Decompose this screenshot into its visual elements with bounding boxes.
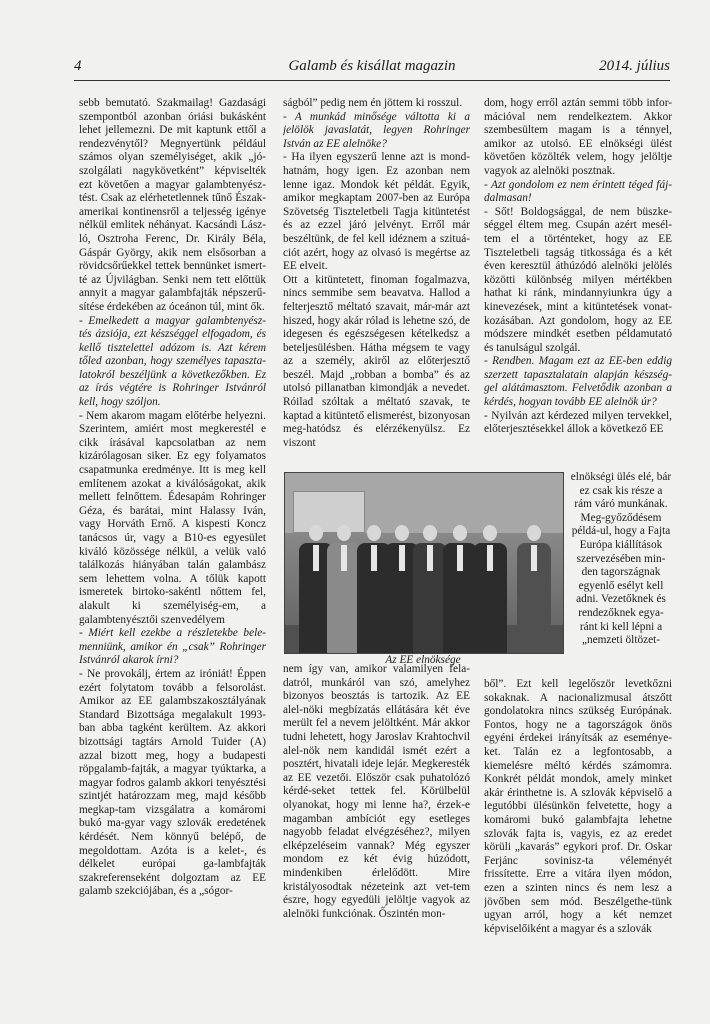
paragraph: sebb bemutató. Szakmailag! Gazdasági szempontból azonban óriási bukásként lehet jellemezni. De mit kaptunk ettől a rendezvénytől? Megnyertünk például számos olyan személyiséget, akik „jó-szolgálati nagykövetként” képviselték ezt követően a magyar galambtenyész-tést. Csak az elérhetetlennek tűnő Észak-amerikai kontinensről a teljesség igénye nélkül emlitek néhányat. Kacsándi Lász-ló, Osztroha Ferenc, Dr. Király Béla, Gáspár György, akik nem elsősorban a rövidcsőrűekkel tettek bennünket ismert-té az Újvilágban. Senki nem tett előttük annyit a magyar galambfajták népszerű-sítése érdekében az óceánon túl, mint ők. — [79, 97, 266, 313]
group-photo — [284, 472, 564, 654]
paragraph: - Sőt! Boldogsággal, de nem büszke-séggel éltem meg. Csupán azért mesél-tem el a történteket, hogy az EE Tiszteletbeli tagság titkossága és a két éven keresztül áthúzódó alelnöki jelölés közötti különbség milyen mértékben hathat ki ránk, mindannyiunkra úgy a kinevezések, mint a kitüntetések vonat-kozásában. Azt gondolom, hogy az EE módszere mindkét esetben példamutató és tanulságul szolgál. — [484, 205, 672, 354]
magazine-title: Galamb és kisállat magazin — [288, 58, 456, 74]
text-column-3-lower: ből”. Ezt kell legelőször levetkőzni sokaknak. A nacionalizmusal átszőtt gondolatokra nincs szükség Európának. Fontos, hogy ne a tagországok önös egyéni érdekei irányítsák az eseménye-ket. Talán ez a legfontosabb, a kiemelésre méltó kérdés számomra. Konkrét példát mondok, amely minket akár érinthetne is. A szlovák képviselő a legutóbbi ülésünkön felvetette, hogy a komáromi bukó galambfajta lehetne szlovák fajta is, vagyis, ez az eredet körüli „kavarás” egykori prof. Dr. Oskar Ferjánc sovinisz-ta véleményét frissítette. Erre a vitára ilyen módon, ezen a szinten nincs és nem lesz a jövőben sem mód. Beszélgethe-tünk ugyan arról, hogy a két nemzet képviselőiként a magyar és a szlovák — [484, 678, 672, 935]
text-column-2 — [283, 97, 470, 469]
paragraph: - Ha ilyen egyszerű lenne azt is mond-hatnám, hogy igen. Ez azonban nem lenne igaz. Mondok két példát. Egyik, amikor megkaptam 2007-ben az Európa Szövetség Tiszteletbeli Tagja kitüntetést és az ezzel járó jelvényt. Erről már beszéltünk, de fel kell idéznem a szituá-ciót azért, hogy az olvasó is megértse az EE elveit. — [283, 151, 470, 273]
page-header — [74, 58, 670, 78]
paragraph: - Nyilván azt kérdezed milyen tervekkel, előterjesztésekkel állok a következő EE — [484, 409, 672, 436]
paragraph: ságból” pedig nem én jöttem ki rosszul. — [283, 97, 463, 109]
interview-question: - Azt gondolom ez nem érintett téged fáj-dalmasan! — [484, 178, 672, 205]
issue-date: 2014. július — [599, 58, 670, 74]
text-column-2-lower: nem így van, amikor valamilyen fela-datról, munkáról van szó, amelyhez bizonyos beosztás is tartozik. Az EE alel-nöki megbízatás ellátására két éve merült fel a nevem jelöltként. Már akkor tudni lehetett, hogy Jaroslav Krahtochvil alel-nök nem kandidál ismét ezért a posztért, hivatali ideje lejár. Megkeresték az EE vezetői. Először csak puhatolózó kérdé-seket tettek fel. Körülbelül olyanokat, hogy mi lenne ha?, érzek-e magamban ambíciót egy esetleges nagyobb feladat elvégzéséhez?, milyen elképzeléseim vannak? Még egyszer mondom ez két évig húzódott, mindenkiben érlelődött. Mire kristályosodtak nézeteink azt vet-tem észre, hogy egyedüli jelöltje vagyok az alelnöki funkciónak. Őszintén mon- — [283, 663, 470, 920]
interview-question: - Miért kell ezekbe a részletekbe bele-menniünk, amikor én „csak” Rohringer Istvánról akarok írni? — [79, 627, 266, 667]
text-column-1 — [79, 97, 266, 947]
interview-question: - Rendben. Magam ezt az EE-ben eddig szerzett tapasztalatain alapján készség-gel alátámasztom. Felvetődik azonban a kérdés, hogyan tovább EE alelnök úr? — [484, 355, 672, 409]
paragraph: dom, hogy erről aztán semmi több infor-mációval nem rendelkeztem. Akkor szembesültem magam is a ténnyel, amikor az utolsó. EE elnökségi ülést követően közölték velem, hogy jelöltje vagyok az alelnöki posztnak. — [484, 97, 672, 177]
person-figure — [473, 525, 507, 653]
interview-question: - Emelkedett a magyar galambtenyész-tés ázsiója, ezt készséggel elfogadom, és kellő tisztelettel adózom is. Azt kérem tőled azonban, hogy személyes tapaszta-latokról beszéljünk a következőkben. Ez az írás végtére is Rohringer Istvánról kell, hogy szóljon. — [79, 314, 266, 409]
text-column-3-wrap: elnökségi ülés elé, bár ez csak kis része a rám váró munkának. Meg-győződésem példá-ul, hogy a Fajta Európa kiállítások szervezésében min-den tagországnak egyenlő esélyt kell adni. Vezetőknek és rendezőknek egya-ránt ki kell lépni a „nemzeti öltözet- — [570, 471, 672, 647]
person-figure — [413, 525, 447, 653]
photo-caption: Az EE elnöksége — [385, 654, 461, 666]
page-number: 4 — [74, 58, 82, 74]
paragraph: - Ne provokálj, értem az iróniát! Éppen ezért folytatom tovább a felsorolást. Amikor az EE galambszakosztályának Standard Bizottsága megalakult 1993-ban abba tagként kerültem. Az akkori bizottsági tagtárs Arnold Tuider (A) azzal bizott meg, hogy a budapesti röpgalamb-fajták, a magyar tyúktarka, a magyar fodros galamb akkori tenyésztési szintjét határozzam meg, majd később megkap-tam vizsgálatra a komáromi bukó ma-gyar vagy szlovák eredetének kérdését. Nem könnyű belépő, de megoldottam. Azóta is a kelet-, és délkelet európai ga-lambfajták szakreferenseként dolgoztam az EE galamb szekciójában, és a „sógor- — [79, 667, 266, 898]
person-figure — [517, 525, 551, 653]
interview-question: - A munkád minősége váltotta ki a jelölök javaslatát, legyen Rohringer István az EE alelnöke? — [283, 110, 470, 150]
person-figure — [327, 525, 361, 653]
text-column-3 — [484, 97, 672, 469]
header-rule — [74, 80, 670, 81]
person-figure — [443, 525, 477, 653]
paragraph: Ott a kitüntetett, finoman fogalmazva, nincs semmibe sem beavatva. Hallod a felterjesztő méltató szavait, már-már azt hiszed, hogy akár rólad is lehetne szó, de idegesen és egészségesen kételkedsz a beteljesülésben. Hátha mégsem te vagy az a személy, akiről az előterjesztő beszél. Majd „robban a bomba” és az utolsó pillanatban kimondják a nevedet. Róilad szóltak a méltató szavak, te kaptad a kitüntető elismerést, bizonyosan meg-hatódsz és elérzékenyülsz. Ez viszont — [283, 273, 470, 449]
paragraph: - Nem akarom magam előtérbe helyezni. Szerintem, amiért most megkerestél e cikk írásával kapcsolatban az nem kizárólagosan siker. Ez egy folyamatos csapatmunka eredménye. Itt is meg kell említenem azokat a kiválóságokat, akik mellett felnőttem. Édesapám Rohringer Géza, és barátai, mint Halassy Iván, vagy Horváth Ernő. A kispesti Koncz tanácsos úr, vagy a B10-es egyesület kiváló közössége nélkül, a velük való találkozás hiányában talán galambász sem lehettem volna. A tőlük kapott ismeretek birtoko-sakéntl nőttem fel, alakult ki személyiség-em, a galambtenyésztői szenvedélyem — [79, 409, 266, 626]
